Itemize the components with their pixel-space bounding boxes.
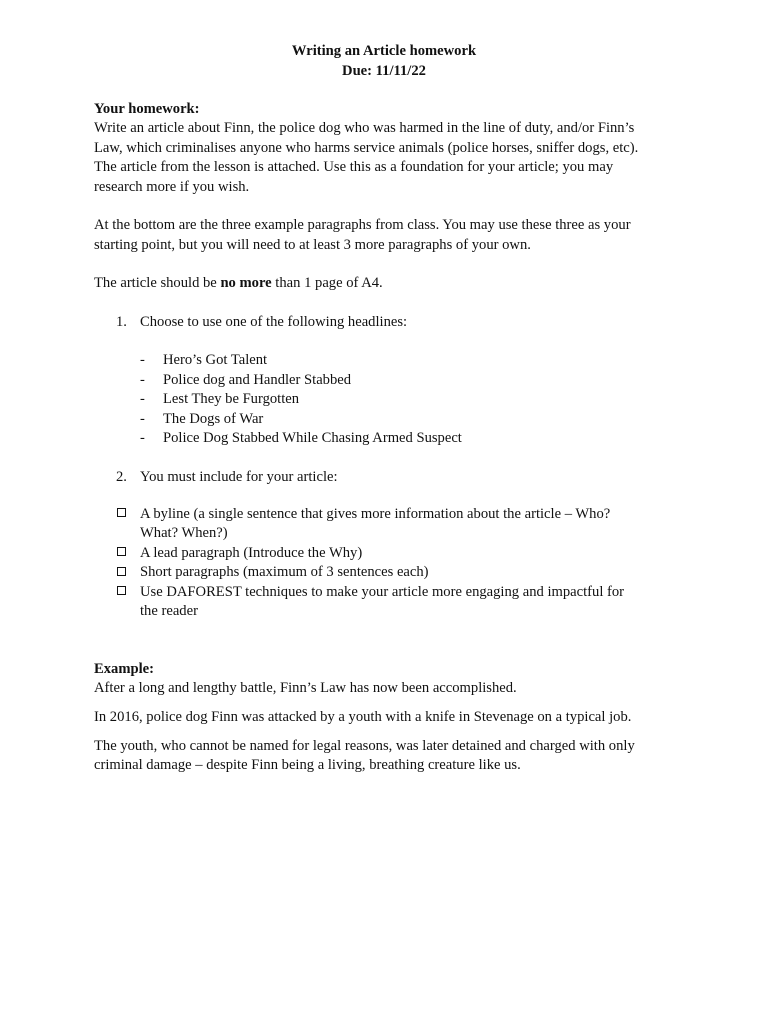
paragraph-line: starting point, but you will need to at least 3 more paragraphs of your own. — [94, 237, 531, 253]
example-paragraph: After a long and lengthy battle, Finn’s Law has now been accomplished. — [94, 680, 517, 696]
list-dash: - — [140, 391, 145, 407]
checkbox-icon — [117, 567, 126, 576]
length-prefix: The article should be — [94, 275, 221, 291]
checkbox-icon — [117, 508, 126, 517]
headline-option: The Dogs of War — [163, 411, 264, 427]
example-paragraph: In 2016, police dog Finn was attacked by a youth with a knife in Stevenage on a typical job. — [94, 709, 632, 725]
step-text: You must include for your article: — [140, 469, 338, 485]
checklist-item-text: Use DAFOREST techniques to make your article more engaging and impactful for — [140, 584, 625, 600]
headline-option: Lest They be Furgotten — [163, 391, 300, 407]
checklist-item-text: A lead paragraph (Introduce the Why) — [140, 545, 363, 561]
headline-option: Hero’s Got Talent — [163, 352, 268, 368]
length-emphasis: no more — [220, 275, 272, 291]
step-text: Choose to use one of the following headlines: — [140, 314, 408, 330]
checklist-item-text: What? When?) — [140, 525, 228, 541]
step-number: 2. — [116, 469, 127, 485]
length-suffix: than 1 page of A4. — [271, 275, 383, 291]
document-title: Writing an Article homework — [291, 43, 477, 59]
paragraph-line: At the bottom are the three example paragraphs from class. You may use these three as your — [94, 217, 631, 233]
step-number: 1. — [116, 314, 127, 330]
list-dash: - — [140, 411, 145, 427]
list-dash: - — [140, 372, 145, 388]
intro-line: Write an article about Finn, the police dog who was harmed in the line of duty, and/or Finn’s — [94, 120, 635, 136]
checklist-item-text: A byline (a single sentence that gives more information about the article – Who? — [140, 506, 611, 522]
headline-option: Police dog and Handler Stabbed — [163, 372, 352, 388]
length-requirement — [94, 274, 383, 294]
intro-line: Law, which criminalises anyone who harms service animals (police horses, sniffer dogs, etc). — [94, 140, 639, 156]
checklist-item-text: Short paragraphs (maximum of 3 sentences each) — [140, 564, 429, 580]
example-heading: Example: — [94, 661, 154, 677]
homework-heading: Your homework: — [94, 101, 200, 117]
list-dash: - — [140, 352, 145, 368]
checklist-item-text: the reader — [140, 603, 198, 619]
due-date: Due: 11/11/22 — [342, 63, 426, 79]
list-dash: - — [140, 430, 145, 446]
headline-option: Police Dog Stabbed While Chasing Armed Suspect — [163, 430, 462, 446]
intro-line: The article from the lesson is attached. Use this as a foundation for your article; you may — [94, 159, 614, 175]
checkbox-icon — [117, 586, 126, 595]
intro-line: research more if you wish. — [94, 179, 250, 195]
checkbox-icon — [117, 547, 126, 556]
example-paragraph-line: The youth, who cannot be named for legal reasons, was later detained and charged with only — [94, 738, 635, 754]
example-paragraph-line: criminal damage – despite Finn being a living, breathing creature like us. — [94, 757, 521, 773]
